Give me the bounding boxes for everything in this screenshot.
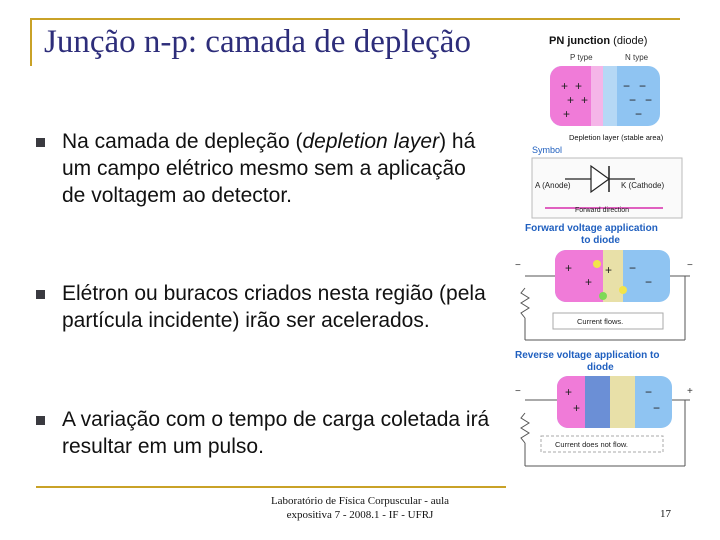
current-not-flow-label: Current does not flow.: [555, 440, 628, 449]
page-number: 17: [660, 508, 671, 520]
svg-text:−: −: [653, 401, 661, 415]
svg-text:+: +: [567, 93, 575, 107]
depletion-label: Depletion layer (stable area): [569, 133, 664, 142]
svg-text:−: −: [645, 385, 653, 399]
pn-junction-diagram: [550, 66, 660, 126]
n-type-label: N type: [625, 53, 649, 62]
title-frame-left: [30, 18, 32, 66]
symbol-label: Symbol: [532, 145, 563, 155]
forward-title-line2: to diode: [581, 235, 620, 246]
reverse-title-line2: diode: [587, 362, 614, 373]
bullet-text-2: Elétron ou buracos criados nesta região (pela partícula incidente) irão ser acelerados.: [62, 282, 486, 332]
forward-direction-label: Forward direction: [575, 207, 630, 214]
svg-text:−: −: [635, 107, 643, 121]
svg-text:+: +: [585, 275, 593, 289]
svg-text:+: +: [561, 79, 569, 93]
svg-text:−: −: [629, 93, 637, 107]
bullet-square-icon: [36, 290, 45, 299]
svg-text:+: +: [605, 263, 613, 277]
svg-text:+: +: [565, 261, 573, 275]
title-frame-top: [30, 18, 680, 20]
svg-text:+: +: [687, 386, 693, 397]
reverse-bias-diagram: [521, 376, 690, 466]
bullet-square-icon: [36, 416, 45, 425]
footer-divider: [36, 486, 506, 488]
svg-text:+: +: [581, 93, 589, 107]
pn-junction-figure: [505, 28, 705, 473]
svg-text:−: −: [515, 386, 521, 397]
slide-title: Junção n-p: camada de depleção: [44, 24, 471, 60]
reverse-title-line1: Reverse voltage application to: [515, 350, 660, 361]
bullet-text-3: A variação com o tempo de carga coletada irá resultar em um pulso.: [62, 408, 490, 458]
svg-text:−: −: [687, 260, 693, 271]
svg-text:−: −: [515, 260, 521, 271]
p-type-label: P type: [570, 53, 593, 62]
svg-text:+: +: [565, 385, 573, 399]
svg-text:+: +: [573, 401, 581, 415]
svg-text:+: +: [563, 107, 571, 121]
anode-label: A (Anode): [535, 181, 571, 190]
bullet-text-1: Na camada de depleção (depletion layer) há um campo elétrico mesmo sem a aplicação de voltagem ao detector.: [62, 130, 476, 207]
current-flows-label: Current flows.: [577, 317, 624, 326]
svg-text:−: −: [645, 93, 653, 107]
svg-text:−: −: [629, 261, 637, 275]
forward-bias-diagram: [521, 250, 690, 340]
svg-text:−: −: [645, 275, 653, 289]
footer-text: Laboratório de Física Corpuscular - aula expositiva 7 - 2008.1 - IF - UFRJ: [270, 495, 450, 521]
svg-text:−: −: [639, 79, 647, 93]
forward-title-line1: Forward voltage application: [525, 223, 658, 234]
cathode-label: K (Cathode): [621, 181, 665, 190]
bullet-square-icon: [36, 138, 45, 147]
svg-text:−: −: [623, 79, 631, 93]
svg-text:+: +: [575, 79, 583, 93]
figure-header: PN junction (diode): [549, 35, 648, 47]
